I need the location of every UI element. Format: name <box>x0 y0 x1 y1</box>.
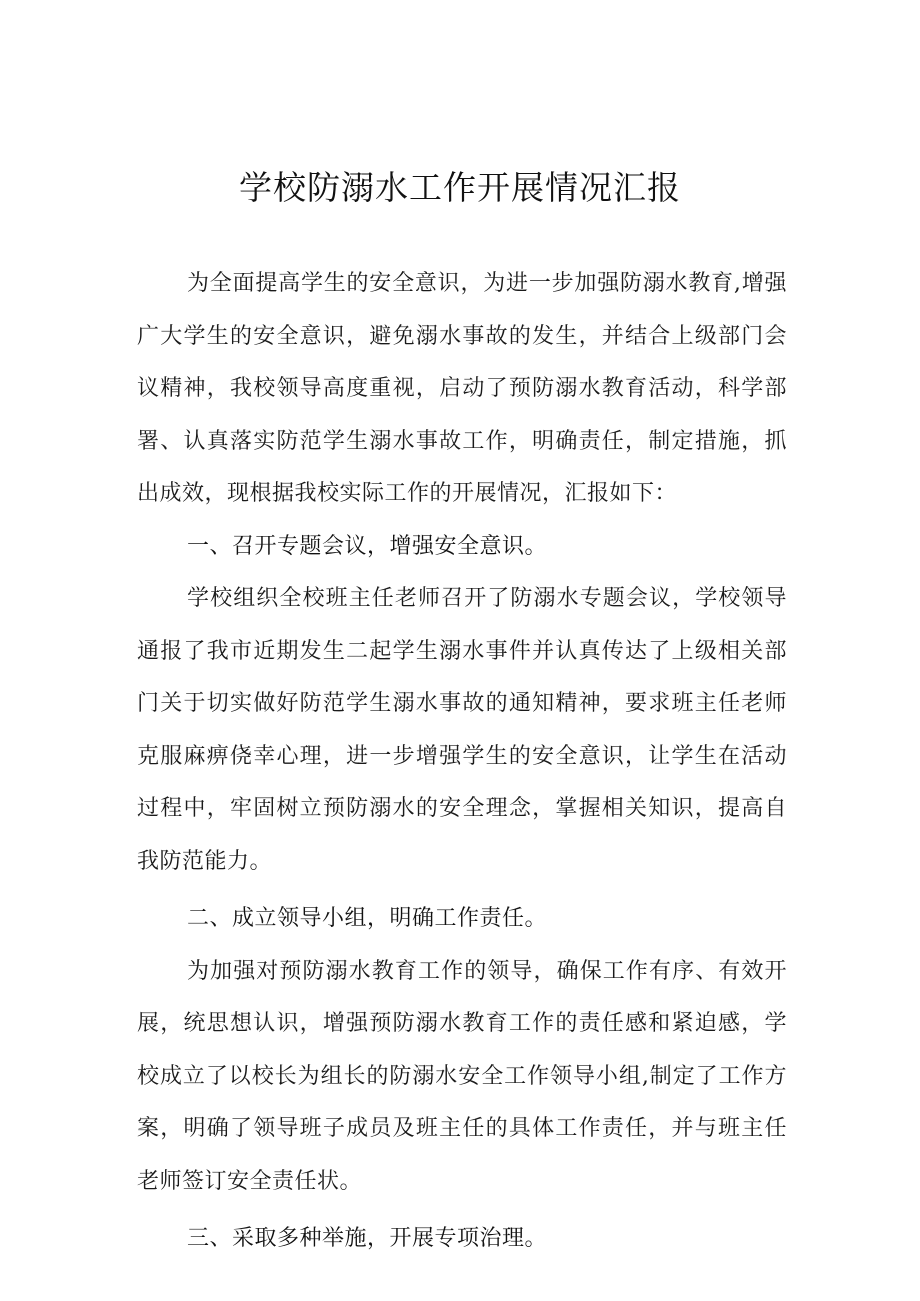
section-heading-2: 二、成立领导小组，明确工作责任。 <box>187 906 548 931</box>
document-body <box>137 258 787 1266</box>
section-paragraph-1: 学校组织全校班主任老师召开了防溺水专题会议，学校领导通报了我市近期发生二起学生溺水事件并认真传达了上级相关部门关于切实做好防范学生溺水事故的通知精神，要求班主任老师克服麻痹侥幸心理，进一步增强学生的安全意识，让学生在活动过程中，牢固树立预防溺水的安全理念，掌握相关知识，提高自我防范能力。 <box>137 586 787 874</box>
section-paragraph-2: 为加强对预防溺水教育工作的领导，确保工作有序、有效开展，统思想认识，增强预防溺水教育工作的责任感和紧迫感，学校成立了以校长为组长的防溺水安全工作领导小组,制定了工作方案，明确了领导班子成员及班主任的具体工作责任，并与班主任老师签订安全责任状。 <box>137 958 787 1194</box>
document-title: 学校防溺水工作开展情况汇报 <box>239 168 681 207</box>
section-heading-3: 三、采取多种举施，开展专项治理。 <box>187 1226 548 1251</box>
section-heading-1: 一、召开专题会议，增强安全意识。 <box>187 533 548 559</box>
intro-paragraph: 为全面提高学生的安全意识，为进一步加强防溺水教育,增强广大学生的安全意识，避免溺水事故的发生，并结合上级部门会议精神，我校领导高度重视，启动了预防溺水教育活动，科学部署、认真落实防范学生溺水事故工作，明确责任，制定措施，抓出成效，现根据我校实际工作的开展情况，汇报如下： <box>137 271 787 506</box>
